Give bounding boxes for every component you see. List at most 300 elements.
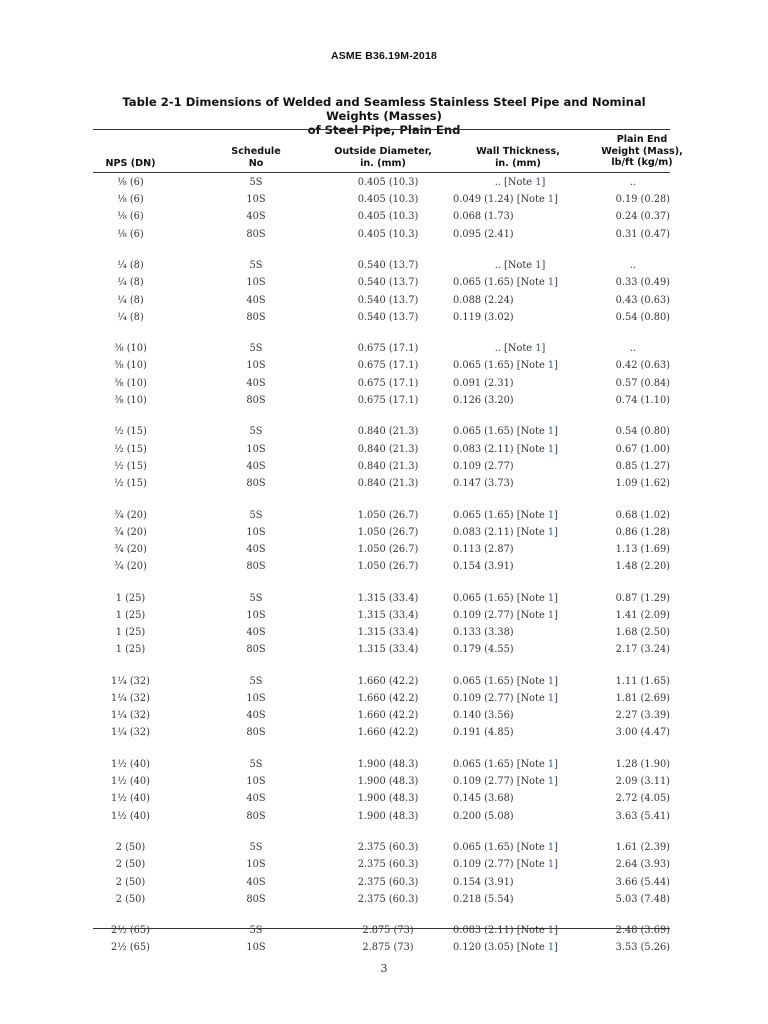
note-label: Note <box>507 177 533 188</box>
outside-diameter-cell: 1.900 (48.3) <box>357 810 419 822</box>
nps-cell: 1 (25) <box>115 592 146 604</box>
column-header-wall-line-2: in. (mm) <box>495 157 541 169</box>
schedule-cell: 10S <box>246 693 266 705</box>
note-label: Note <box>520 942 545 954</box>
schedule-cell: 40S <box>246 627 266 639</box>
nps-cell: ½ (15) <box>114 443 147 455</box>
note-label: Note <box>520 758 545 770</box>
schedule-cell: 5S <box>249 509 263 521</box>
schedule-cell: 40S <box>246 876 266 888</box>
note-reference-link[interactable]: 1 <box>535 343 542 355</box>
table-row <box>93 841 670 858</box>
table-row <box>93 775 670 792</box>
weight-cell: 0.86 (1.28) <box>615 526 670 538</box>
nps-cell: ¾ (20) <box>114 561 147 573</box>
schedule-cell: 10S <box>246 443 266 455</box>
schedule-cell: 5S <box>249 925 263 937</box>
table-row <box>93 359 670 376</box>
wall-thickness-cell: 0.109 (2.77) [Note 1] <box>453 609 558 621</box>
nps-cell: 1½ (40) <box>111 810 150 822</box>
outside-diameter-cell: 0.405 (10.3) <box>357 211 419 223</box>
note-reference-link[interactable]: 1 <box>547 443 555 455</box>
weight-cell: 0.54 (0.80) <box>615 311 670 323</box>
nps-cell: ⅛ (6) <box>117 228 144 240</box>
wall-thickness-value: 0.083 (2.11) <box>453 925 514 937</box>
nps-cell: 1 (25) <box>115 627 146 639</box>
weight-cell: 3.00 (4.47) <box>615 727 670 739</box>
outside-diameter-cell: 0.405 (10.3) <box>357 228 419 240</box>
table-row <box>93 609 670 626</box>
note-reference-link[interactable]: 1 <box>547 859 555 871</box>
note-reference-link[interactable]: 1 <box>547 842 555 854</box>
weight-cell: 2.72 (4.05) <box>615 793 670 805</box>
note-label: Note <box>520 675 545 687</box>
wall-thickness-cell <box>453 460 573 474</box>
wall-thickness-cell <box>453 643 573 657</box>
weight-cell: 1.28 (1.90) <box>615 758 670 770</box>
schedule-cell: 10S <box>246 609 266 621</box>
table-row <box>93 294 670 311</box>
column-header-nps-label: NPS (DN) <box>105 158 156 169</box>
column-header-schedule-line-2: No <box>248 157 264 169</box>
weight-cell: 0.24 (0.37) <box>615 211 670 223</box>
wall-thickness-value: 0.109 (2.77) <box>453 776 514 788</box>
wall-thickness-cell <box>453 394 573 408</box>
outside-diameter-cell: 2.375 (60.3) <box>357 859 419 871</box>
table-row <box>93 509 670 526</box>
table-row <box>93 876 670 893</box>
outside-diameter-cell: 1.315 (33.4) <box>357 609 419 621</box>
wall-thickness-cell: 0.065 (1.65) [Note 1] <box>453 675 558 687</box>
note-reference-link[interactable]: 1 <box>547 942 555 954</box>
weight-cell: 0.33 (0.49) <box>615 277 670 289</box>
weight-cell: 1.61 (2.39) <box>615 842 670 854</box>
wall-thickness-value: .. <box>494 260 501 272</box>
note-label: Note <box>520 609 545 621</box>
wall-thickness-value: 0.109 (2.77) <box>453 693 514 705</box>
schedule-cell: 40S <box>246 294 266 306</box>
wall-thickness-value: 0.065 (1.65) <box>453 360 514 372</box>
weight-cell: 0.57 (0.84) <box>615 377 670 389</box>
wall-thickness-value: 0.049 (1.24) <box>453 194 514 206</box>
wall-thickness-value: .. <box>494 343 501 355</box>
outside-diameter-cell: 0.675 (17.1) <box>357 360 419 372</box>
outside-diameter-cell: 2.375 (60.3) <box>357 876 419 888</box>
schedule-cell: 10S <box>246 277 266 289</box>
schedule-cell: 40S <box>246 793 266 805</box>
nps-cell: ⅜ (10) <box>114 377 147 389</box>
outside-diameter-cell: 2.875 (73) <box>362 925 414 937</box>
note-label: Note <box>520 360 545 372</box>
table-row <box>93 259 670 276</box>
wall-thickness-value: 0.109 (2.77) <box>453 609 514 621</box>
wall-thickness-value: 0.200 (5.08) <box>453 810 514 822</box>
weight-cell: 2.64 (3.93) <box>615 859 670 871</box>
outside-diameter-cell: 0.540 (13.7) <box>357 277 419 289</box>
wall-thickness-value: 0.065 (1.65) <box>453 277 514 289</box>
note-label: Note <box>520 925 545 937</box>
weight-cell: 5.03 (7.48) <box>615 893 670 905</box>
wall-thickness-value: 0.154 (3.91) <box>453 876 514 888</box>
note-reference-link[interactable]: 1 <box>547 509 555 521</box>
note-label: Note <box>520 859 545 871</box>
table-row <box>93 210 670 227</box>
weight-cell: 1.81 (2.69) <box>615 693 670 705</box>
schedule-cell: 10S <box>246 360 266 372</box>
schedule-cell: 40S <box>246 377 266 389</box>
schedule-cell: 80S <box>246 477 266 489</box>
nps-cell: ½ (15) <box>114 460 147 472</box>
table-body <box>93 176 670 959</box>
wall-thickness-value: 0.068 (1.73) <box>453 211 514 223</box>
table-row <box>93 560 670 577</box>
table-row <box>93 543 670 560</box>
wall-thickness-cell <box>453 377 573 391</box>
table-row <box>93 626 670 643</box>
nps-cell: ¾ (20) <box>114 509 147 521</box>
wall-thickness-value: 0.120 (3.05) <box>453 942 514 954</box>
outside-diameter-cell: 0.540 (13.7) <box>357 294 419 306</box>
table-row <box>93 477 670 494</box>
weight-cell: .. <box>629 343 637 355</box>
wall-thickness-value: 0.191 (4.85) <box>453 727 514 739</box>
weight-cell: 0.31 (0.47) <box>615 228 670 240</box>
outside-diameter-cell: 2.375 (60.3) <box>357 842 419 854</box>
nps-cell: ⅜ (10) <box>114 394 147 406</box>
table-title <box>100 95 668 137</box>
note-reference-link[interactable]: 1 <box>547 194 555 206</box>
wall-thickness-cell <box>453 709 573 723</box>
table-title-line-2: of Steel Pipe, Plain End <box>307 123 461 137</box>
nps-cell: 1¼ (32) <box>111 710 150 722</box>
wall-thickness-cell: 0.109 (2.77) [Note 1] <box>453 693 558 705</box>
wall-thickness-cell: .. [Note 1] <box>494 260 546 272</box>
note-label: Note <box>520 509 545 521</box>
wall-thickness-value: 0.065 (1.65) <box>453 758 514 770</box>
note-label: Note <box>507 343 533 355</box>
note-label: Note <box>520 592 545 604</box>
wall-thickness-cell <box>453 560 573 574</box>
outside-diameter-cell: 1.900 (48.3) <box>357 758 419 770</box>
table-top-rule <box>93 129 670 130</box>
table-row <box>93 858 670 875</box>
nps-cell: ¼ (8) <box>117 294 144 306</box>
note-reference-link[interactable]: 1 <box>547 776 555 788</box>
wall-thickness-cell <box>453 810 573 824</box>
nps-cell: ⅛ (6) <box>117 211 144 223</box>
weight-cell: 1.13 (1.69) <box>615 543 670 555</box>
nps-cell: 1¼ (32) <box>111 727 150 739</box>
column-header-outside-diameter <box>328 146 438 169</box>
wall-thickness-cell <box>453 792 573 806</box>
weight-cell: 0.67 (1.00) <box>615 443 670 455</box>
schedule-cell: 5S <box>249 758 263 770</box>
outside-diameter-cell: 0.405 (10.3) <box>357 177 419 188</box>
schedule-cell: 5S <box>249 343 263 355</box>
outside-diameter-cell: 1.660 (42.2) <box>357 693 419 705</box>
column-header-weight-line-3: lb/ft (kg/m) <box>611 157 673 168</box>
wall-thickness-value: 0.091 (2.31) <box>453 377 514 389</box>
table-row <box>93 460 670 477</box>
wall-thickness-cell: 0.065 (1.65) [Note 1] <box>453 758 558 770</box>
wall-thickness-cell: 0.065 (1.65) [Note 1] <box>453 277 558 289</box>
outside-diameter-cell: 1.900 (48.3) <box>357 793 419 805</box>
weight-cell: 2.48 (3.69) <box>615 925 670 937</box>
wall-thickness-cell <box>453 626 573 640</box>
table-row <box>93 692 670 709</box>
outside-diameter-cell: 1.660 (42.2) <box>357 727 419 739</box>
note-reference-link[interactable]: 1 <box>547 526 555 538</box>
table-row <box>93 276 670 293</box>
outside-diameter-cell: 1.315 (33.4) <box>357 627 419 639</box>
outside-diameter-cell: 1.315 (33.4) <box>357 592 419 604</box>
wall-thickness-value: 0.083 (2.11) <box>453 443 514 455</box>
note-label: Note <box>520 194 545 206</box>
wall-thickness-value: 0.218 (5.54) <box>453 893 514 905</box>
nps-cell: ¼ (8) <box>117 260 144 272</box>
table-row <box>93 193 670 210</box>
wall-thickness-cell: 0.049 (1.24) [Note 1] <box>453 194 558 206</box>
note-label: Note <box>520 842 545 854</box>
outside-diameter-cell: 1.660 (42.2) <box>357 675 419 687</box>
schedule-cell: 10S <box>246 776 266 788</box>
column-header-schedule <box>226 146 286 169</box>
outside-diameter-cell: 0.840 (21.3) <box>357 477 419 489</box>
outside-diameter-cell: 0.840 (21.3) <box>357 460 419 472</box>
table-row <box>93 726 670 743</box>
schedule-cell: 5S <box>249 592 263 604</box>
note-reference-link[interactable]: 1 <box>547 675 555 687</box>
wall-thickness-cell <box>453 477 573 491</box>
outside-diameter-cell: 0.840 (21.3) <box>357 443 419 455</box>
column-header-weight-line-1: Plain End <box>616 134 668 145</box>
table-row <box>93 941 670 958</box>
table-row <box>93 443 670 460</box>
note-label: Note <box>520 443 545 455</box>
schedule-cell: 10S <box>246 859 266 871</box>
nps-cell: ½ (15) <box>114 477 147 489</box>
schedule-cell: 40S <box>246 460 266 472</box>
note-label: Note <box>520 776 545 788</box>
outside-diameter-cell: 2.875 (73) <box>362 942 414 954</box>
note-reference-link[interactable]: 1 <box>547 925 555 937</box>
weight-cell: .. <box>629 177 637 188</box>
weight-cell: 1.48 (2.20) <box>615 561 670 573</box>
outside-diameter-cell: 2.375 (60.3) <box>357 893 419 905</box>
nps-cell: 1¼ (32) <box>111 693 150 705</box>
nps-cell: ⅜ (10) <box>114 343 147 355</box>
wall-thickness-value: .. <box>494 177 501 188</box>
table-row <box>93 758 670 775</box>
weight-cell: 3.66 (5.44) <box>615 876 670 888</box>
nps-cell: 1 (25) <box>115 609 146 621</box>
note-reference-link[interactable]: 1 <box>547 426 555 438</box>
schedule-cell: 80S <box>246 561 266 573</box>
running-head: ASME B36.19M-2018 <box>330 50 438 62</box>
column-header-wall-line-1: Wall Thickness, <box>476 146 560 157</box>
nps-cell: 1 (25) <box>115 644 146 656</box>
column-header-od-line-1: Outside Diameter, <box>334 146 432 157</box>
table-row <box>93 425 670 442</box>
weight-cell: 1.11 (1.65) <box>615 675 670 687</box>
nps-cell: ⅛ (6) <box>117 177 144 188</box>
weight-cell: 1.68 (2.50) <box>615 627 670 639</box>
note-reference-link[interactable]: 1 <box>547 592 555 604</box>
note-reference-link[interactable]: 1 <box>547 693 555 705</box>
nps-cell: ⅜ (10) <box>114 360 147 372</box>
wall-thickness-value: 0.065 (1.65) <box>453 675 514 687</box>
wall-thickness-cell <box>453 210 573 224</box>
wall-thickness-cell <box>453 311 573 325</box>
schedule-cell: 80S <box>246 394 266 406</box>
weight-cell: .. <box>629 260 637 272</box>
outside-diameter-cell: 1.660 (42.2) <box>357 710 419 722</box>
schedule-cell: 80S <box>246 810 266 822</box>
outside-diameter-cell: 0.675 (17.1) <box>357 394 419 406</box>
note-reference-link[interactable]: 1 <box>547 277 555 289</box>
wall-thickness-value: 0.095 (2.41) <box>453 228 514 240</box>
table-row <box>93 675 670 692</box>
weight-cell: 1.41 (2.09) <box>615 609 670 621</box>
weight-cell: 0.74 (1.10) <box>615 394 670 406</box>
table-row <box>93 176 670 193</box>
wall-thickness-value: 0.147 (3.73) <box>453 477 514 489</box>
schedule-cell: 10S <box>246 526 266 538</box>
outside-diameter-cell: 0.540 (13.7) <box>357 311 419 323</box>
wall-thickness-cell: 0.065 (1.65) [Note 1] <box>453 360 558 372</box>
schedule-cell: 80S <box>246 727 266 739</box>
outside-diameter-cell: 0.840 (21.3) <box>357 426 419 438</box>
weight-cell: 0.19 (0.28) <box>615 194 670 206</box>
table-row <box>93 526 670 543</box>
note-reference-link[interactable]: 1 <box>547 609 555 621</box>
schedule-cell: 40S <box>246 710 266 722</box>
nps-cell: ¾ (20) <box>114 526 147 538</box>
wall-thickness-value: 0.109 (2.77) <box>453 460 514 472</box>
schedule-cell: 80S <box>246 644 266 656</box>
page-number: 3 <box>380 962 388 975</box>
wall-thickness-cell: 0.065 (1.65) [Note 1] <box>453 592 558 604</box>
wall-thickness-cell: 0.109 (2.77) [Note 1] <box>453 776 558 788</box>
schedule-cell: 5S <box>249 426 263 438</box>
table-row <box>93 643 670 660</box>
weight-cell: 3.53 (5.26) <box>615 942 670 954</box>
schedule-cell: 80S <box>246 893 266 905</box>
nps-cell: 2 (50) <box>115 859 146 871</box>
wall-thickness-cell: .. [Note 1] <box>494 177 546 188</box>
outside-diameter-cell: 0.405 (10.3) <box>357 194 419 206</box>
outside-diameter-cell: 1.900 (48.3) <box>357 776 419 788</box>
wall-thickness-cell <box>453 543 573 557</box>
table-row <box>93 792 670 809</box>
table-row <box>93 592 670 609</box>
outside-diameter-cell: 1.050 (26.7) <box>357 526 419 538</box>
table-row <box>93 893 670 910</box>
note-reference-link[interactable]: 1 <box>535 177 542 188</box>
schedule-cell: 5S <box>249 675 263 687</box>
nps-cell: 1½ (40) <box>111 793 150 805</box>
wall-thickness-value: 0.133 (3.38) <box>453 627 514 639</box>
table-row <box>93 342 670 359</box>
table-bottom-rule <box>93 928 670 929</box>
outside-diameter-cell: 0.675 (17.1) <box>357 343 419 355</box>
nps-cell: 2 (50) <box>115 842 146 854</box>
note-reference-link[interactable]: 1 <box>547 758 555 770</box>
column-header-wall-thickness <box>458 146 578 169</box>
weight-cell: 0.54 (0.80) <box>615 426 670 438</box>
wall-thickness-cell: 0.065 (1.65) [Note 1] <box>453 426 558 438</box>
schedule-cell: 80S <box>246 311 266 323</box>
note-label: Note <box>520 693 545 705</box>
outside-diameter-cell: 1.050 (26.7) <box>357 561 419 573</box>
table-row <box>93 394 670 411</box>
column-header-nps <box>93 158 168 170</box>
note-label: Note <box>520 277 545 289</box>
outside-diameter-cell: 0.540 (13.7) <box>357 260 419 272</box>
column-header-weight-line-2: Weight (Mass), <box>601 145 683 157</box>
weight-cell: 0.85 (1.27) <box>615 460 670 472</box>
weight-cell: 2.27 (3.39) <box>615 710 670 722</box>
schedule-cell: 5S <box>249 260 263 272</box>
wall-thickness-cell <box>453 726 573 740</box>
wall-thickness-cell: 0.109 (2.77) [Note 1] <box>453 859 558 871</box>
table-row <box>93 709 670 726</box>
wall-thickness-value: 0.119 (3.02) <box>453 311 514 323</box>
weight-cell: 0.43 (0.63) <box>615 294 670 306</box>
table-row <box>93 924 670 941</box>
wall-thickness-cell: 0.065 (1.65) [Note 1] <box>453 842 558 854</box>
wall-thickness-value: 0.065 (1.65) <box>453 592 514 604</box>
weight-cell: 2.09 (3.11) <box>615 776 670 788</box>
column-header-schedule-line-1: Schedule <box>231 146 281 157</box>
wall-thickness-cell: 0.083 (2.11) [Note 1] <box>453 526 558 538</box>
wall-thickness-value: 0.179 (4.55) <box>453 644 514 656</box>
wall-thickness-cell <box>453 876 573 890</box>
table-header-rule <box>93 172 670 173</box>
nps-cell: ¼ (8) <box>117 311 144 323</box>
wall-thickness-cell: .. [Note 1] <box>494 343 546 355</box>
weight-cell: 0.68 (1.02) <box>615 509 670 521</box>
note-label: Note <box>520 526 545 538</box>
nps-cell: 2 (50) <box>115 876 146 888</box>
wall-thickness-value: 0.109 (2.77) <box>453 859 514 871</box>
wall-thickness-cell <box>453 893 573 907</box>
schedule-cell: 5S <box>249 842 263 854</box>
nps-cell: ¾ (20) <box>114 543 147 555</box>
table-row <box>93 311 670 328</box>
outside-diameter-cell: 1.050 (26.7) <box>357 543 419 555</box>
note-reference-link[interactable]: 1 <box>547 360 555 372</box>
schedule-cell: 5S <box>249 177 263 188</box>
wall-thickness-value: 0.088 (2.24) <box>453 294 514 306</box>
table-row <box>93 228 670 245</box>
outside-diameter-cell: 1.315 (33.4) <box>357 644 419 656</box>
wall-thickness-value: 0.126 (3.20) <box>453 394 514 406</box>
nps-cell: 1½ (40) <box>111 758 150 770</box>
note-reference-link[interactable]: 1 <box>535 260 542 272</box>
outside-diameter-cell: 1.050 (26.7) <box>357 509 419 521</box>
table-title-line-1: Table 2-1 Dimensions of Welded and Seamless Stainless Steel Pipe and Nominal Weights (Masses) <box>122 95 646 123</box>
schedule-cell: 40S <box>246 543 266 555</box>
wall-thickness-value: 0.083 (2.11) <box>453 526 514 538</box>
schedule-cell: 10S <box>246 942 266 954</box>
schedule-cell: 10S <box>246 194 266 206</box>
wall-thickness-cell <box>453 228 573 242</box>
nps-cell: 1¼ (32) <box>111 675 150 687</box>
nps-cell: ⅛ (6) <box>117 194 144 206</box>
wall-thickness-cell <box>453 294 573 308</box>
table-row <box>93 810 670 827</box>
